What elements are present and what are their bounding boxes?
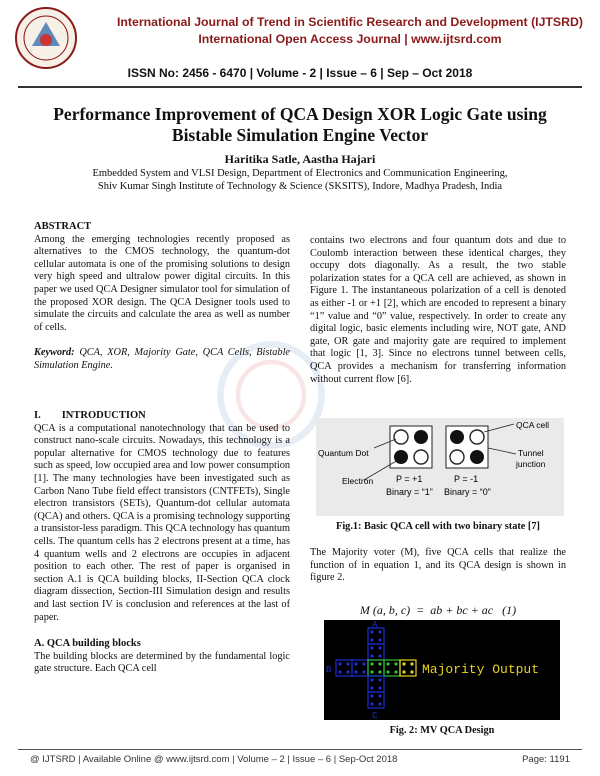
figure-2-caption: Fig. 2: MV QCA Design — [389, 725, 495, 736]
fig1-label-qca-cell: QCA cell — [516, 420, 550, 430]
issn-line: ISSN No: 2456 - 6470 | Volume - 2 | Issue – 6 | Sep – Oct 2018 — [127, 66, 473, 80]
right-column-para1: contains two electrons and four quantum dots and due to Coulomb interaction between these identical charges, they occupy dots diagonally. As a result, the two stable polarization states for a QCA cell are achieved, as shown in Figure 1. The instantaneous polarization of a cell is denoted as either -1 or +1 [2], which are encoded to represent a binary “1” value and “0” value, respectively. In order to create any digital logic, basic elements including wire, NOT gate, AND gate, OR gate and majority gate are required to implement that logic [1, 3]. Since no electrons tunnel between cells, QCA provides a mechanism for transferring information without current flow [6]. — [310, 235, 566, 385]
keywords — [34, 347, 290, 372]
fig1-label-junction: junction — [516, 459, 546, 469]
fig1-p-plus: P = +1 — [396, 474, 423, 484]
header-divider — [18, 86, 582, 88]
right-column-para2: The Majority voter (M), five QCA cells that realize the function of in equation 1, and its QCA design is shown in figure 2. — [310, 547, 566, 584]
footer-divider — [18, 749, 582, 750]
figure-1-caption: Fig.1: Basic QCA cell with two binary state [7] — [336, 521, 540, 532]
abstract-heading: ABSTRACT — [34, 221, 92, 232]
introduction-section — [34, 410, 290, 676]
fig1-label-tunnel: Tunnel — [518, 448, 544, 458]
paper-affiliation — [0, 167, 600, 193]
affiliation-line-2: Shiv Kumar Singh Institute of Technology & Science (SKSITS), Indore, Madhya Pradesh, India — [97, 181, 503, 192]
fig1-p-minus: P = -1 — [454, 474, 479, 484]
mv-output-label: Majority Output — [422, 662, 540, 677]
keywords-text: QCA, XOR, Majority Gate, QCA Cells, Bistable Simulation Engine. — [34, 347, 290, 371]
paper-authors: Haritika Satle, Aastha Hajari — [224, 152, 376, 166]
dot-electron — [450, 430, 464, 444]
page-number: Page: 1191 — [522, 754, 570, 765]
dot-empty — [450, 450, 464, 464]
figure-2-majority-voter — [324, 620, 560, 720]
affiliation-line-1: Embedded System and VLSI Design, Department of Electronics and Communication Engineering, — [92, 168, 508, 179]
paper-title — [20, 104, 580, 146]
dot-electron — [394, 450, 408, 464]
title-line-2: Bistable Simulation Engine Vector — [171, 125, 429, 145]
intro-heading: I. INTRODUCTION — [34, 410, 146, 421]
title-line-1: Performance Improvement of QCA Design XOR Logic Gate using — [53, 104, 547, 124]
dot-electron — [414, 430, 428, 444]
dot-empty — [414, 450, 428, 464]
journal-name: International Journal of Trend in Scientific Research and Development (IJTSRD) — [116, 15, 583, 29]
fig1-label-electron: Electron — [342, 476, 374, 486]
journal-subtitle: International Open Access Journal | www.ijtsrd.com — [198, 32, 502, 46]
journal-header — [108, 14, 592, 48]
subsection-text: The building blocks are determined by the fundamental logic gate structure. Each QCA cell — [34, 650, 290, 675]
page-footer — [30, 754, 570, 765]
mv-label-a: A — [372, 620, 378, 630]
footer-text: @ IJTSRD | Available Online @ www.ijtsrd.com | Volume – 2 | Issue – 6 | Sep-Oct 2018 — [30, 754, 398, 765]
abstract-section — [34, 221, 290, 373]
fig1-binary-0: Binary = “0” — [444, 487, 491, 497]
abstract-text: Among the emerging technologies recently proposed as alternatives to the CMOS technology, the quantum-dot cellular automata is one of the promising solutions to design very high speed and ultralow power digital circuits. In this paper we used QCA Designer simulator tool for simulation of the proposed XOR design. The QCA Designer tools used to simulate the circuits and calculate the area as well as number of cells. — [34, 233, 290, 333]
dot-empty — [394, 430, 408, 444]
mv-label-c: C — [372, 711, 378, 720]
ijtsrd-logo — [14, 6, 78, 70]
fig1-label-quantum-dot: Quantum Dot — [318, 448, 369, 458]
intro-text: QCA is a computational nanotechnology that can be used to construct nano-scale circuits. Nowadays, this technology is a popular alternative for CMOS technology due to features such as speed, low occupied area and low power consumption [1]. The many technologies have been investigated such as Carbon Nano Tube field effect transistors (CNTFETs), Single electron transistors (SETs), Quantum-dot cellular automata (QCA) and others. QCA is a promising technology supporting a transistor-less paradigm. This QCA technology has quantum cells. The quantum cells has 2 electrons present at a time, has 4 quantum wells and 2 electrons are occupies in adjacent position to each other. The rest of paper is organised in section A.1 is QCA building blocks, II-Section QCA clock diagram dissection, Section-III Simulation design and results and last section IV is conclusion and references at the last of paper. — [34, 422, 290, 623]
keywords-label: Keyword: — [34, 347, 75, 359]
subsection-heading: A. QCA building blocks — [34, 638, 141, 650]
dot-electron — [470, 450, 484, 464]
mv-label-b: B — [326, 665, 332, 675]
dot-empty — [470, 430, 484, 444]
equation-1: M (a, b, c) = ab + bc + ac (1) — [359, 603, 517, 617]
figure-1-qca-cell — [316, 418, 564, 516]
fig1-binary-1: Binary = “1” — [386, 487, 433, 497]
